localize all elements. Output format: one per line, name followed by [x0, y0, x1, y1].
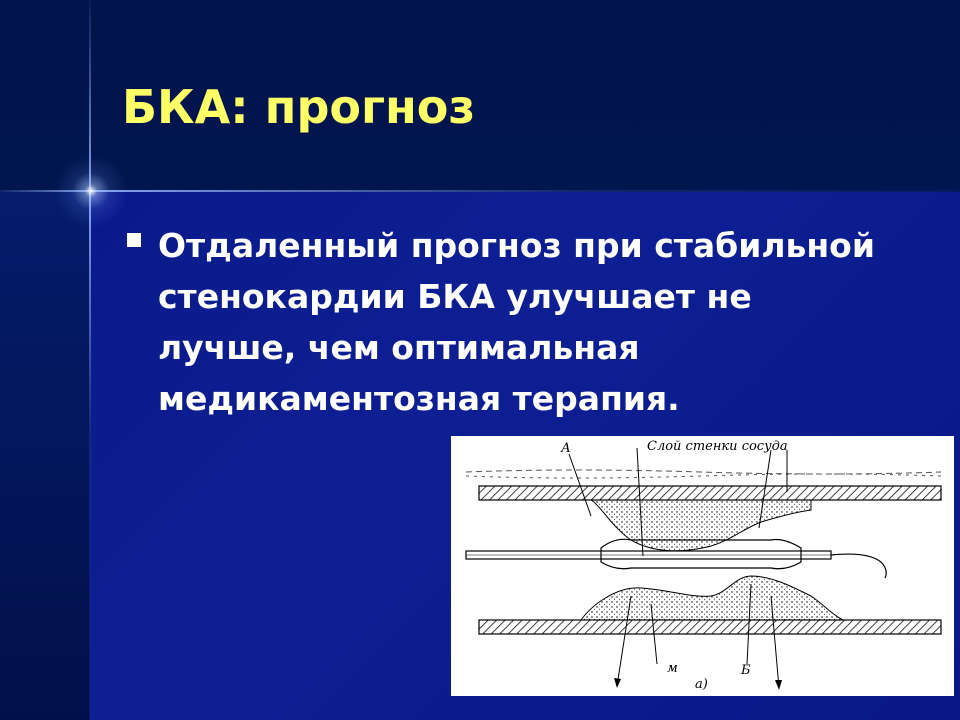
- light-flare: [54, 154, 128, 228]
- vessel-diagram: [451, 436, 954, 696]
- slide-title: БКА: прогноз: [122, 80, 476, 134]
- vertical-accent-line: [89, 0, 91, 720]
- lower-wall: [479, 620, 941, 634]
- upper-wall: [479, 486, 941, 500]
- label-b: Б: [741, 663, 751, 678]
- left-band: [0, 192, 90, 720]
- label-wall-layer: Слой стенки сосуда: [647, 439, 788, 454]
- upper-plaque: [591, 500, 811, 551]
- bullet-text: Отдаленный прогноз при стабильной стенокардии БКА улучшает не лучше, чем оптимальная медикаментозная терапия.: [158, 226, 875, 418]
- label-m: м: [667, 661, 678, 676]
- bullet-marker: [127, 233, 141, 247]
- horizontal-accent-line: [0, 190, 960, 192]
- angioplasty-figure: [451, 436, 954, 696]
- lower-plaque: [581, 576, 843, 620]
- guidewire: [831, 554, 886, 578]
- label-a: А: [561, 441, 571, 456]
- label-panel: а): [695, 677, 708, 692]
